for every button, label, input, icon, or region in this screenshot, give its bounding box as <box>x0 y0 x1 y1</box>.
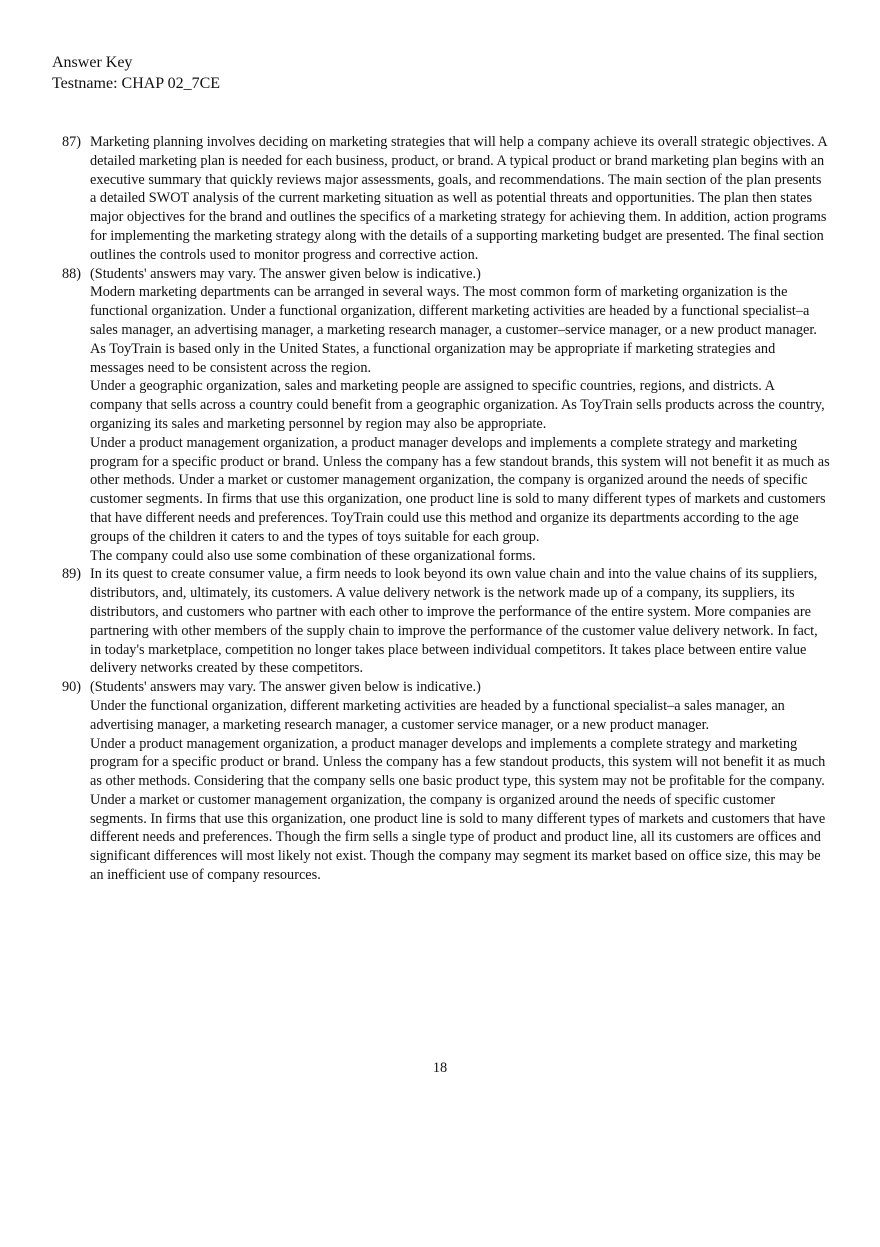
page-header <box>52 52 220 94</box>
answer-paragraph: Modern marketing departments can be arranged in several ways. The most common form of marketing organization is the functional organization. Under a functional organization, different marketing activities are headed by a functional specialist–a sales manager, an advertising manager, a marketing research manager, a customer–service manager, or a new product manager. As ToyTrain is based only in the United States, a functional organization may be appropriate if marketing strategies and messages need to be consistent across the region. <box>90 284 817 376</box>
header-testname: Testname: CHAP 02_7CE <box>52 75 221 92</box>
answer-paragraph: Marketing planning involves deciding on marketing strategies that will help a company achieve its overall strategic objectives. A detailed marketing plan is needed for each business, product, or brand. A typical product or brand marketing plan begins with an executive summary that quickly reviews major assessments, goals, and recommendations. The main section of the plan presents a detailed SWOT analysis of the current marketing situation as well as potential threats and opportunities. The plan then states major objectives for the brand and outlines the specifics of a marketing strategy for achieving them. In addition, action programs for implementing the marketing strategy along with the details of a supporting marketing budget are presented. The final section outlines the controls used to monitor progress and corrective action. <box>90 134 827 263</box>
answer-note: (Students' answers may vary. The answer given below is indicative.) <box>90 679 481 696</box>
answer-item <box>62 678 830 885</box>
answer-list <box>62 133 830 885</box>
header-title: Answer Key <box>52 54 133 71</box>
answer-paragraph: Under a product management organization, a product manager develops and implements a complete strategy and marketing program for a specific product or brand. Unless the company has a few standout products, this system will not benefit it as much as other methods. Considering that the company sells one basic product type, this system may not be profitable for the company. Under a market or customer management organization, the company is organized around the needs of specific customer segments. In firms that use this organization, one product line is sold to many different types of markets and customers that have different needs and preferences. Though the firm sells a single type of product and product line, all its customers are offices and significant differences will most likely not exist. Though the company may segment its market based on office size, this may be an inefficient use of company resources. <box>90 735 826 884</box>
page-number: 18 <box>432 1060 448 1076</box>
answer-paragraph: Under the functional organization, different marketing activities are headed by a functional specialist–a sales manager, an advertising manager, a marketing research manager, a customer service manager, or a new product manager. <box>90 697 785 733</box>
answer-number: 89) <box>62 566 82 583</box>
answer-number: 90) <box>62 679 82 696</box>
answer-paragraph: Under a product management organization, a product manager develops and implements a complete strategy and marketing program for a specific product or brand. Unless the company has a few standout brands, this system will not benefit it as much as other methods. Under a market or customer management organization, the company is organized around the needs of specific customer segments. In firms that use this organization, one product line is sold to many different types of markets and customers that have different needs and preferences. ToyTrain could use this method and organize its departments according to the age groups of the children it caters to and the types of toys suitable for each group. <box>90 434 830 545</box>
answer-item <box>62 133 830 265</box>
answer-paragraph: Under a geographic organization, sales and marketing people are assigned to specific countries, regions, and districts. A company that sells across a country could benefit from a geographic organization. As ToyTrain sells products across the country, organizing its sales and marketing personnel by region may also be appropriate. <box>90 378 825 432</box>
answer-item <box>62 265 830 566</box>
answer-item <box>62 565 830 678</box>
answer-paragraph: The company could also use some combination of these organizational forms. <box>90 547 536 564</box>
answer-number: 87) <box>62 134 82 150</box>
answer-paragraph: In its quest to create consumer value, a firm needs to look beyond its own value chain and into the value chains of its suppliers, distributors, and, ultimately, its customers. A value delivery network is the network made up of a company, its suppliers, its distributors, and customers who partner with each other to improve the performance of the entire system. More companies are partnering with other members of the supply chain to improve the performance of the customer value delivery network. In fact, in today's marketplace, competition no longer takes place between individual competitors. It takes place between entire value delivery networks created by these competitors. <box>90 566 818 677</box>
answer-note: (Students' answers may vary. The answer given below is indicative.) <box>90 265 481 282</box>
answer-number: 88) <box>62 265 82 282</box>
